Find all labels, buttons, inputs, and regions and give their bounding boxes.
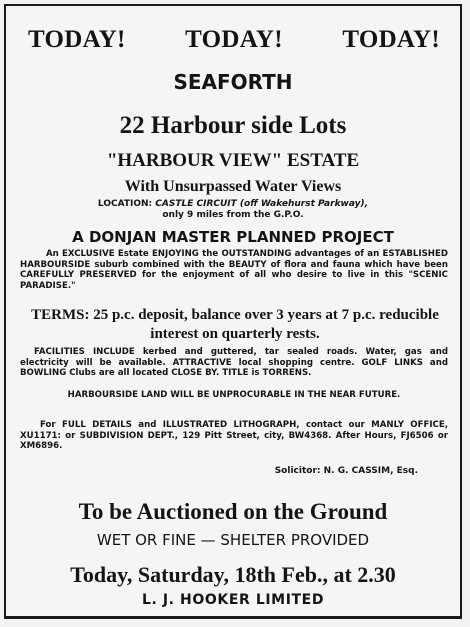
weather-note: WET OR FINE — SHELTER PROVIDED	[96, 531, 370, 549]
agent-name: L. J. HOOKER LIMITED	[141, 592, 325, 608]
suburb-heading: SEAFORTH	[173, 70, 293, 94]
auction-date: Today, Saturday, 18th Feb., at 2.30	[70, 562, 396, 587]
location-line-1	[6, 199, 460, 210]
solicitor-line: Solicitor: N. G. CASSIM, Esq.	[274, 466, 418, 476]
location-line-2: only 9 miles from the G.P.O.	[162, 210, 304, 220]
today-heading-2: TODAY!	[185, 26, 283, 53]
auction-heading: To be Auctioned on the Ground	[78, 499, 388, 524]
today-heading-3: TODAY!	[342, 26, 440, 53]
today-heading-1: TODAY!	[28, 26, 126, 53]
advertisement	[4, 4, 462, 619]
estate-name: "HARBOUR VIEW" ESTATE	[106, 150, 360, 171]
today-banner	[6, 26, 460, 54]
location-label: LOCATION:	[97, 199, 153, 209]
facilities-text: FACILITIES INCLUDE kerbed and guttered, tar sealed roads. Water, gas and electricity will be available. ATTRACTIVE local shopping centre. GOLF LINKS and BOWLING Clubs are all located CLOSE BY. TITLE is TORRENS.	[20, 347, 448, 378]
estate-description: An EXCLUSIVE Estate ENJOYING the OUTSTANDING advantages of an ESTABLISHED HARBOURSIDE suburb combined with the BEAUTY of flora and fauna which have been CAREFULLY PRESERVED for the enjoyment of all who desire to live in this "SCENIC PARADISE."	[20, 249, 448, 291]
harbourside-note: HARBOURSIDE LAND WILL BE UNPROCURABLE IN THE NEAR FUTURE.	[67, 390, 401, 400]
lots-heading: 22 Harbour side Lots	[119, 112, 347, 139]
views-subheading: With Unsurpassed Water Views	[124, 178, 342, 195]
terms-text: TERMS: 25 p.c. deposit, balance over 3 years at 7 p.c. reducible interest on quarterly rests.	[31, 307, 439, 342]
location-street: CASTLE CIRCUIT (off Wakehurst Parkway),	[155, 199, 369, 209]
contact-details: For FULL DETAILS and ILLUSTRATED LITHOGRAPH, contact our MANLY OFFICE, XU1171: or SUBDIVISION DEPT., 129 Pitt Street, city, BW4368. After Hours, FJ6506 or XM6896.	[20, 420, 448, 451]
project-title: A DONJAN MASTER PLANNED PROJECT	[72, 228, 394, 246]
location-block	[6, 199, 460, 221]
